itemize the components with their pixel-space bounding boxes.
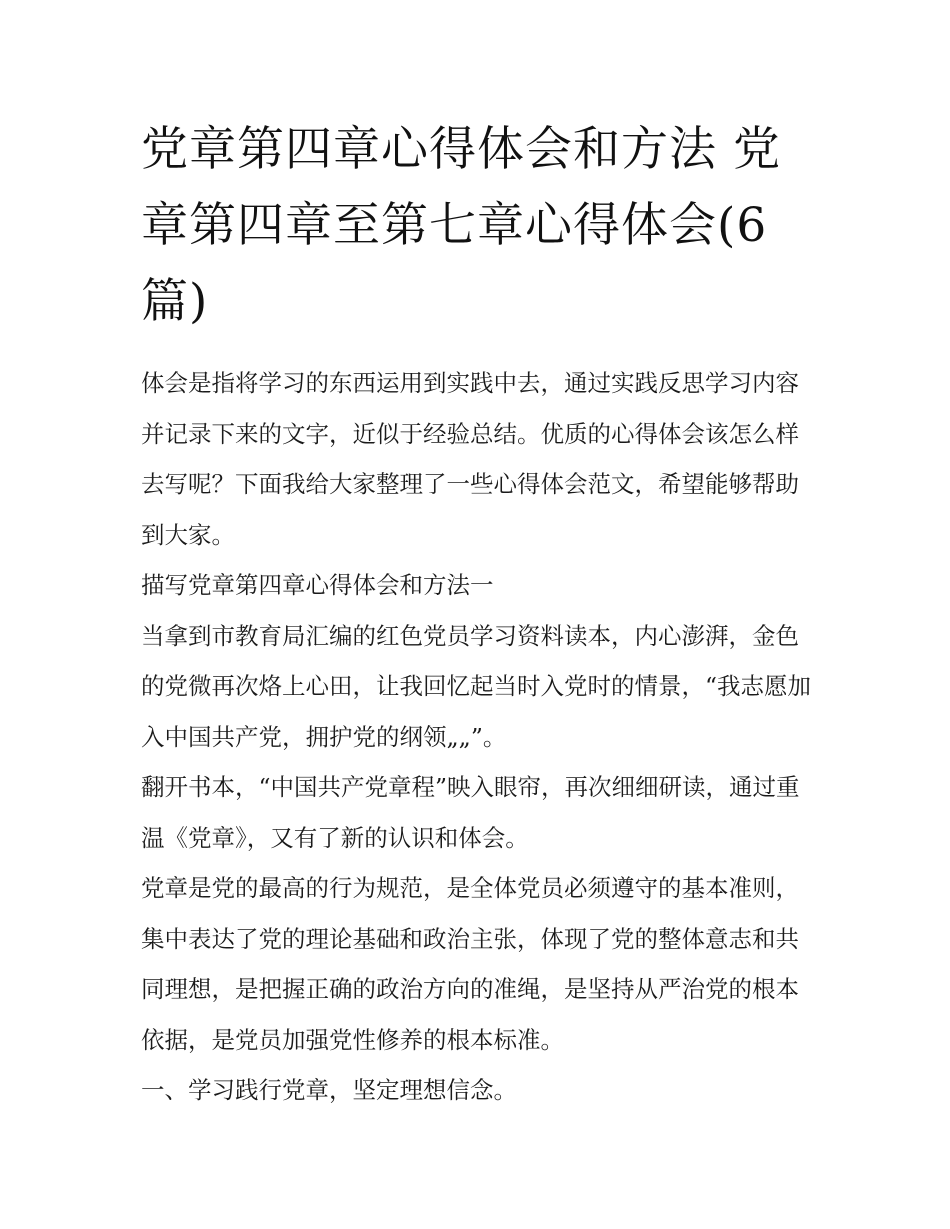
document-title: 党章第四章心得体会和方法 党章第四章至第七章心得体会(6篇) <box>141 122 781 329</box>
body-paragraph: 翻开书本，“中国共产党章程”映入眼帘，再次细细研读，通过重温《党章》，又有了新的认识和体会。 <box>141 773 800 852</box>
intro-paragraph: 体会是指将学习的东西运用到实践中去，通过实践反思学习内容并记录下来的文字，近似于经验总结。优质的心得体会该怎么样去写呢？下面我给大家整理了一些心得体会范文，希望能够帮助到大家。 <box>141 369 799 549</box>
subsection-heading: 一、学习践行党章，坚定理想信念。 <box>141 1076 517 1104</box>
section-heading: 描写党章第四章心得体会和方法一 <box>141 571 494 599</box>
body-paragraph: 党章是党的最高的行为规范，是全体党员必须遵守的基本准则，集中表达了党的理论基础和政治主张，体现了党的整体意志和共同理想，是把握正确的政治方向的准绳，是坚持从严治党的根本依据，是党员加强党性修养的根本标准。 <box>141 874 799 1054</box>
document-page <box>141 112 813 1116</box>
body-paragraph: 当拿到市教育局汇编的红色党员学习资料读本，内心澎湃，金色的党微再次烙上心田，让我回忆起当时入党时的情景，“我志愿加入中国共产党，拥护党的纲领„„”。 <box>141 621 812 751</box>
